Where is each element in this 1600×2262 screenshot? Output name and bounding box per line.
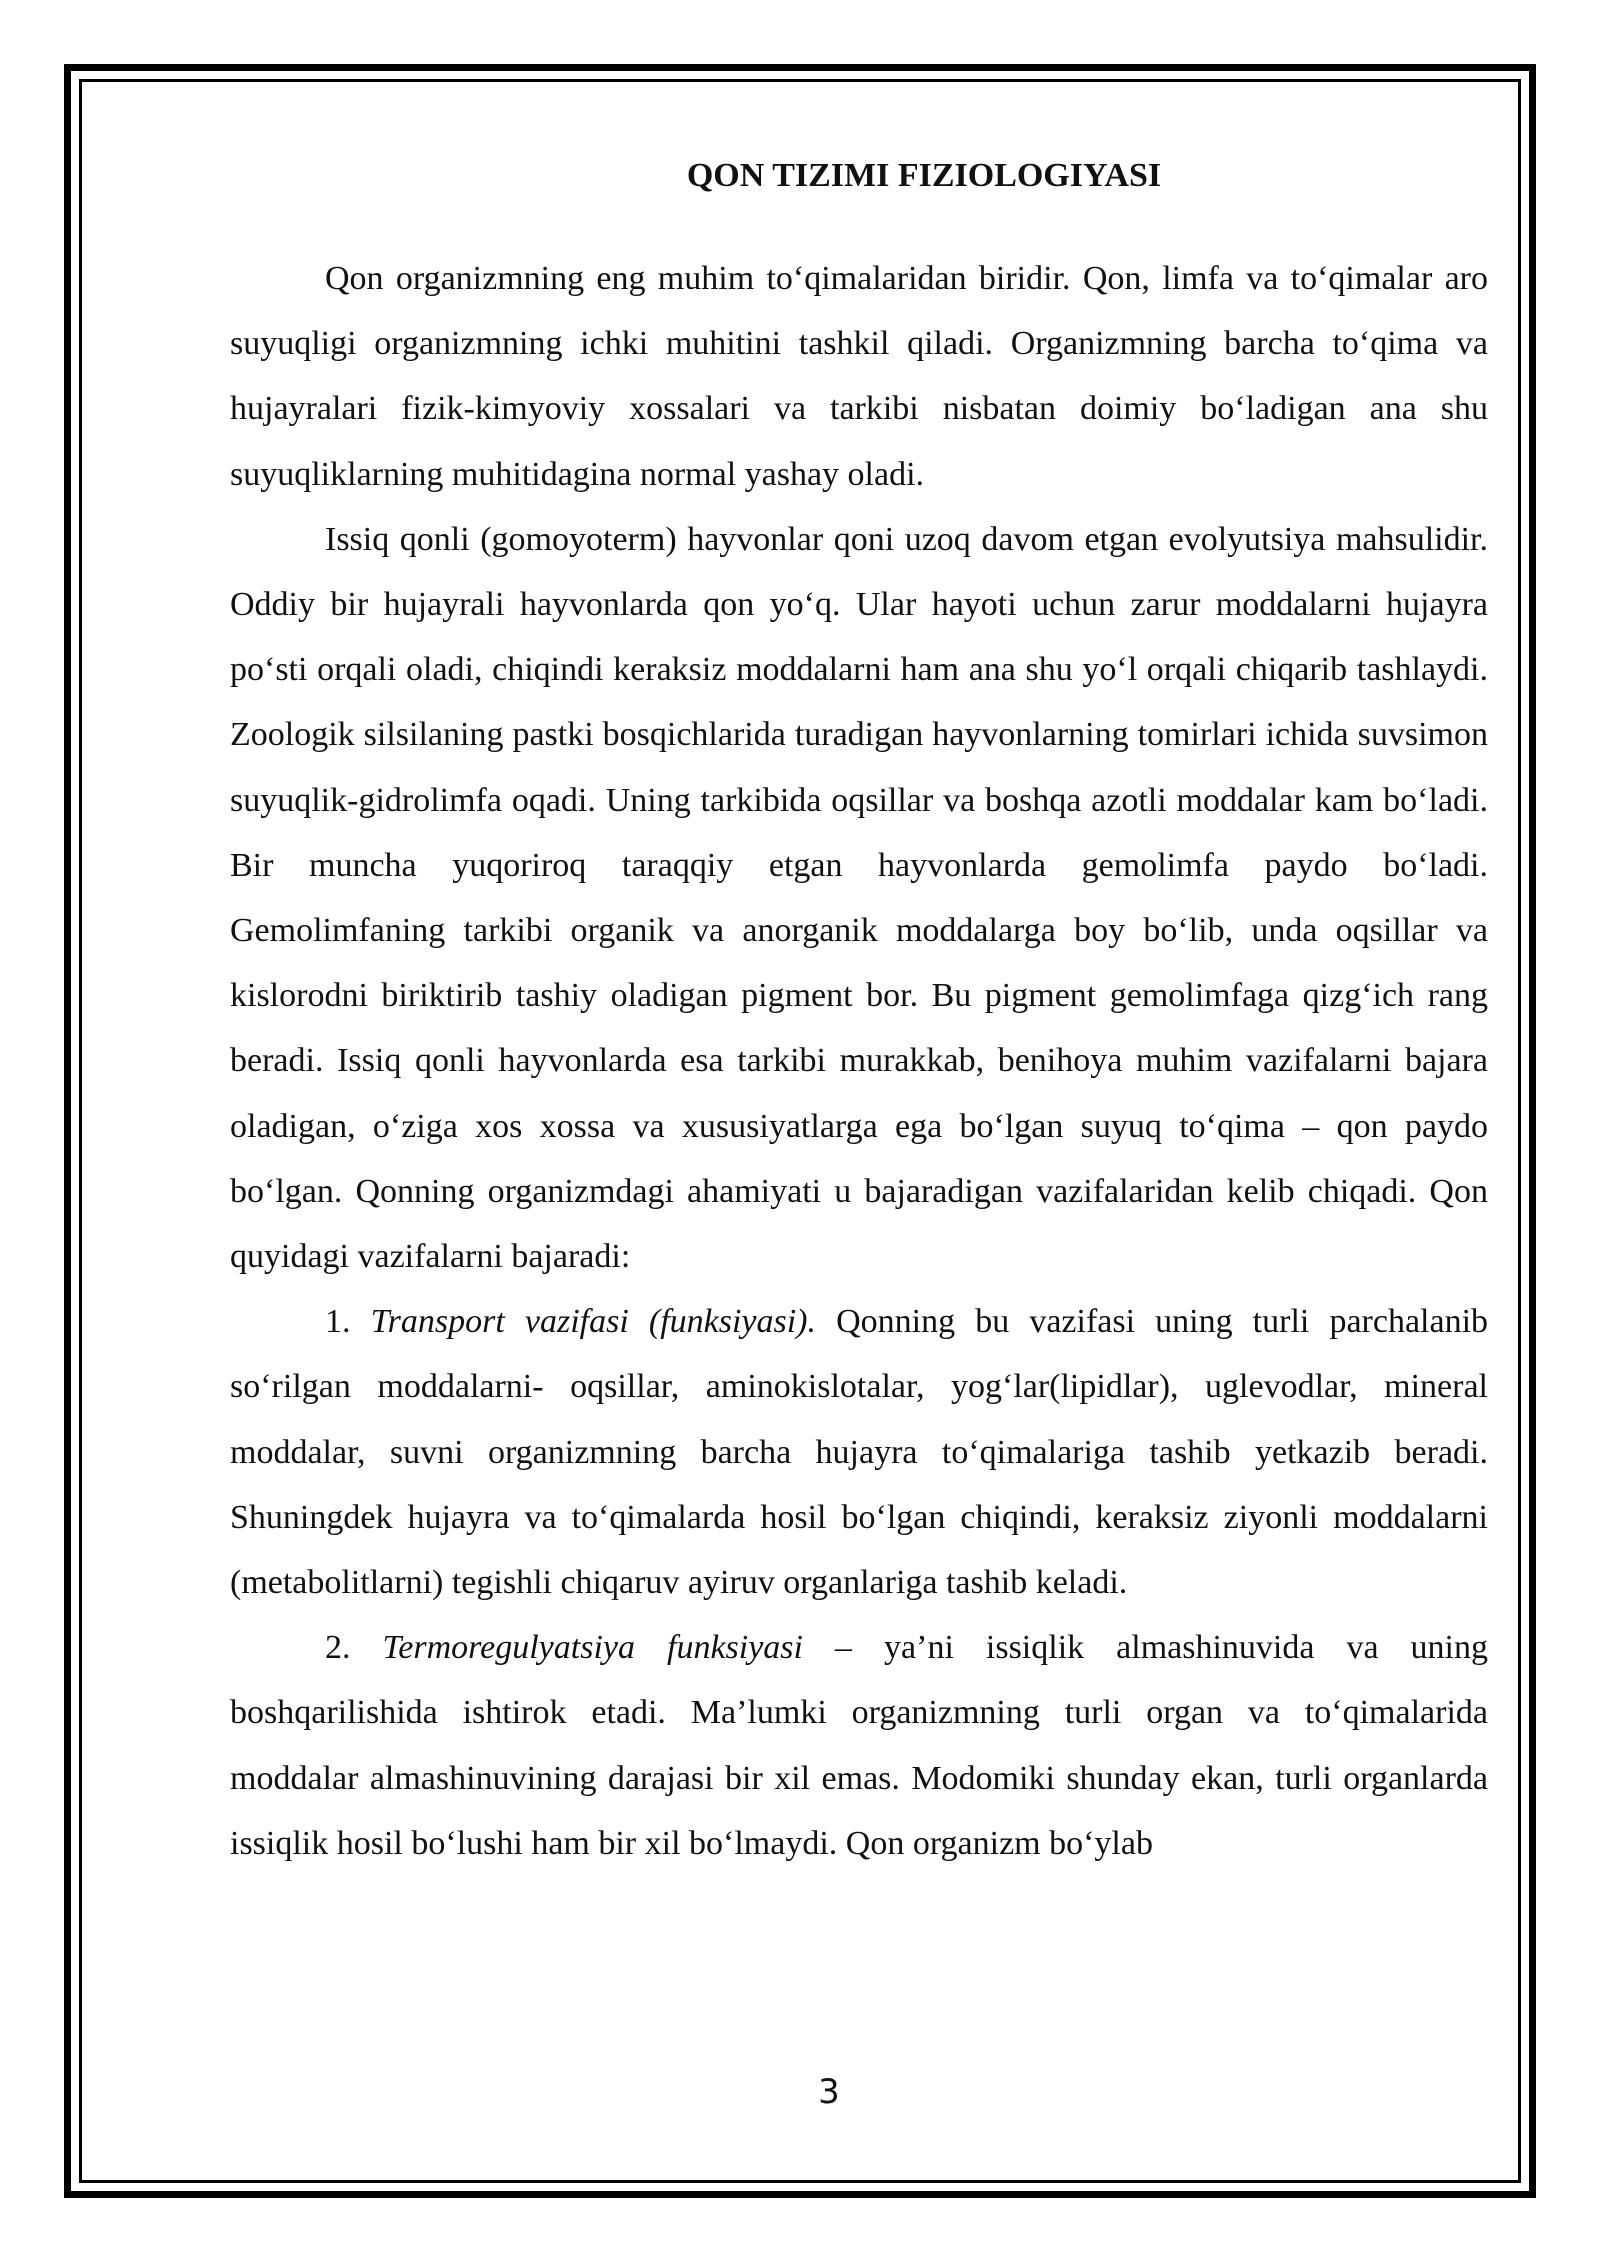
paragraph-3-number: 1. <box>325 1303 351 1341</box>
paragraph-3 <box>230 1289 1488 1615</box>
paragraph-3-heading: Transport vazifasi (funksiyasi). <box>370 1303 817 1341</box>
paragraph-4-heading: Termoregulyatsiya funksiyasi <box>382 1629 803 1667</box>
paragraph-3-text: Qonning bu vazifasi uning turli parchalanib so‘rilgan moddalarni- oqsillar, aminokislotalar, yog‘lar(lipidlar), uglevodlar, mineral moddalar, suvni organizmning barcha hujayra to‘qimalariga tashib yetkazib beradi. Shuningdek hujayra va to‘qimalarda hosil bo‘lgan chiqindi, keraksiz ziyonli moddalarni (metabolitlarni) tegishli chiqaruv ayiruv organlariga tashib keladi. <box>230 1303 1489 1602</box>
paragraph-2-text: Issiq qonli (gomoyoterm) hayvonlar qoni uzoq davom etgan evolyutsiya mahsulidir. Oddiy bir hujayrali hayvonlarda qon yo‘q. Ular hayoti uchun zarur moddalarni hujayra po‘sti orqali oladi, chiqindi keraksiz moddalarni ham ana shu yo‘l orqali chiqarib tashlaydi. Zoologik silsilaning pastki bosqichlarida turadigan hayvonlarning tomirlari ichida suvsimon suyuqlik-gidrolimfa oqadi. Uning tarkibida oqsillar va boshqa azotli moddalar kam bo‘ladi. Bir muncha yuqoriroq taraqqiy etgan hayvonlarda gemolimfa paydo bo‘ladi. Gemolimfaning tarkibi organik va anorganik moddalarga boy bo‘lib, unda oqsillar va kislorodni biriktirib tashiy oladigan pigment bor. Bu pigment gemolimfaga qizg‘ich rang beradi. Issiq qonli hayvonlarda esa tarkibi murakkab, benihoya muhim vazifalarni bajara oladigan, o‘ziga xos xossa va xususiyatlarga ega bo‘lgan suyuq to‘qima – qon paydo bo‘lgan. Qonning organizmdagi ahamiyati u bajaradigan vazifalaridan kelib chiqadi. Qon quyidagi vazifalarni bajaradi: <box>230 520 1488 1276</box>
paragraph-4-number: 2. <box>325 1629 351 1667</box>
paragraph-4-text: – ya’ni issiqlik almashinuvida va uning boshqarilishida ishtirok etadi. Ma’lumki organizmning turli organ va to‘qimalarida moddalar almashinuvining darajasi bir xil emas. Modomiki shunday ekan, turli organlarda issiqlik hosil bo‘lushi ham bir xil bo‘lmaydi. Qon organizm bo‘ylab <box>230 1629 1489 1862</box>
paragraph-4 <box>230 1615 1488 1876</box>
page-number: 3 <box>818 2072 840 2112</box>
paragraph-1 <box>230 246 1488 507</box>
page-content <box>230 140 1488 1876</box>
paragraph-1-text: Qon organizmning eng muhim to‘qimalaridan biridir. Qon, limfa va to‘qimalar aro suyuqligi organizmning ichki muhitini tashkil qiladi. Organizmning barcha to‘qima va hujayralari fizik-kimyoviy xossalari va tarkibi nisbatan doimiy bo‘ladigan ana shu suyuqliklarning muhitidagina normal yashay oladi. <box>230 260 1488 493</box>
page-title: QON TIZIMI FIZIOLOGIYASI <box>686 157 1162 194</box>
paragraph-2 <box>230 507 1488 1289</box>
